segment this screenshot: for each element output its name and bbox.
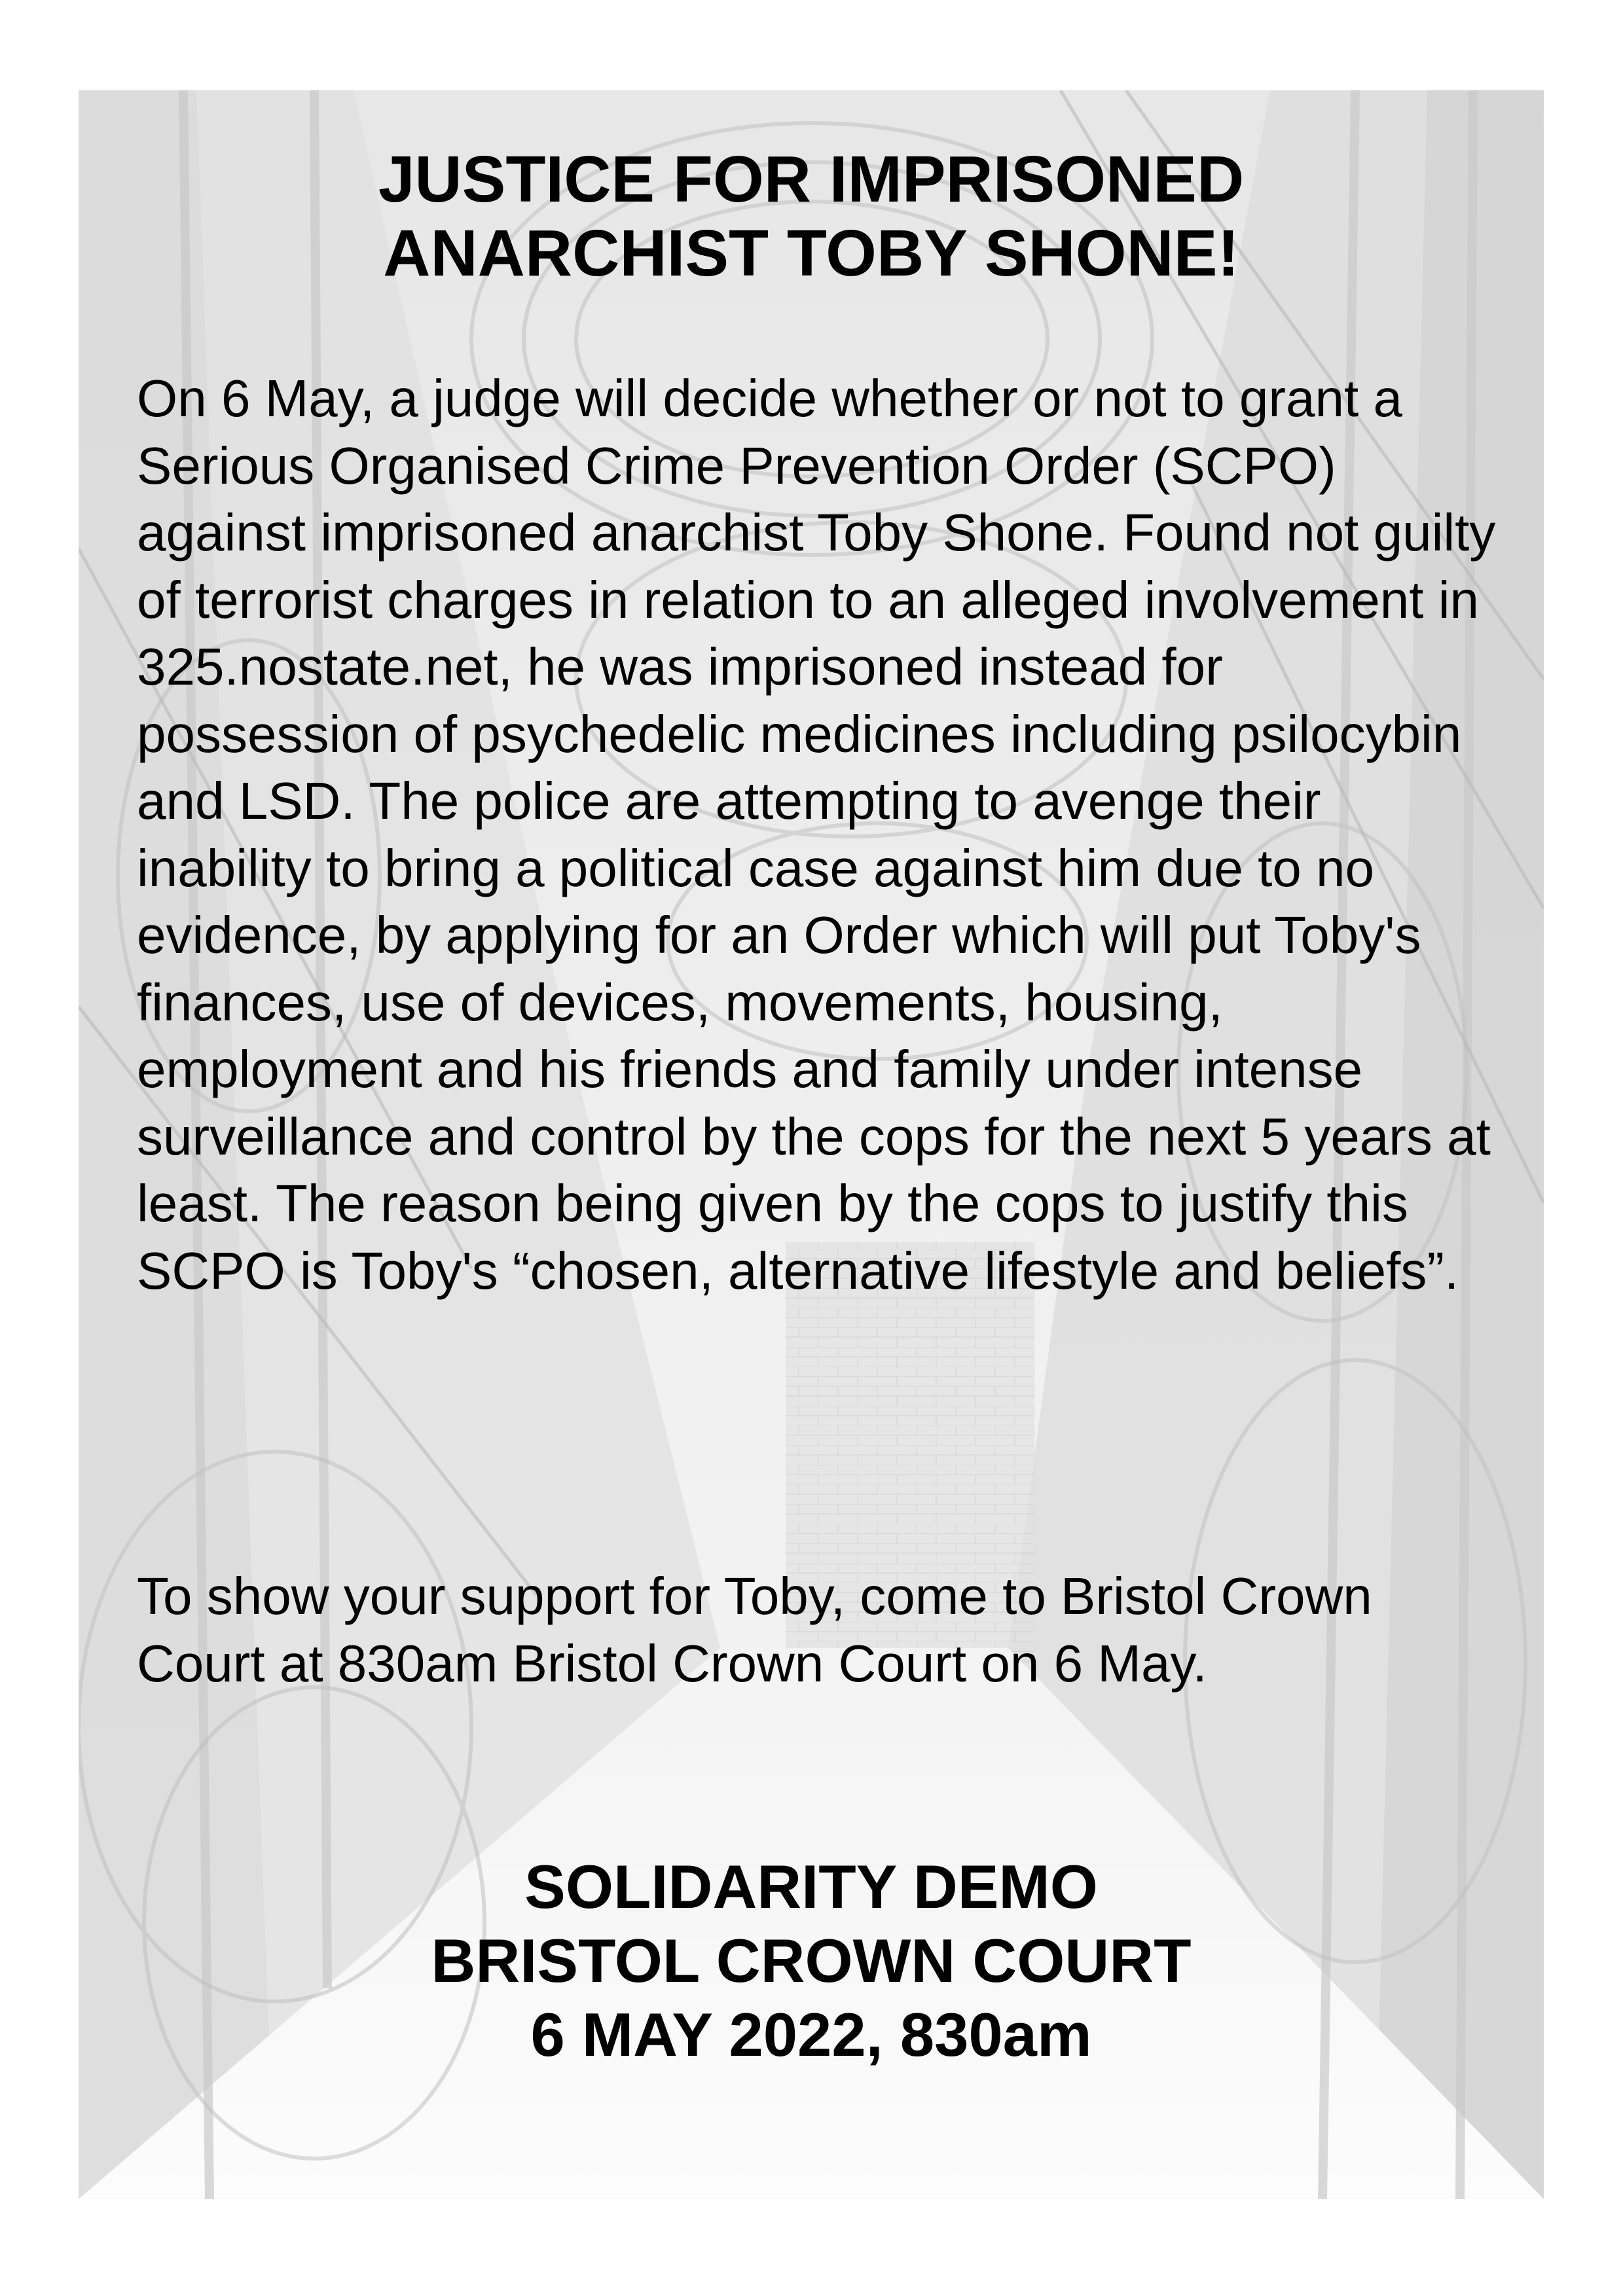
poster xyxy=(79,90,1544,2199)
footer-location: BRISTOL CROWN COURT xyxy=(431,1926,1192,1995)
headline-line-1: JUSTICE FOR IMPRISONED xyxy=(378,143,1245,216)
body-paragraph-2: To show your support for Toby, come to Bristol Crown Court at 830am Bristol Crown Court on 6 May. xyxy=(137,1567,1372,1693)
poster-content xyxy=(79,90,1544,2199)
footer-date-time: 6 MAY 2022, 830am xyxy=(530,2000,1092,2069)
body-paragraph-1: On 6 May, a judge will decide whether or not to grant a Serious Organised Crime Prevention Order (SCPO) against imprisoned anarchist Toby Shone. Found not guilty of terrorist charges in relation to an alleged involvement in 325.nostate.net, he was imprisoned instead for possession of psychedelic medicines including psilocybin and LSD. The police are attempting to avenge their inability to bring a political case against him due to no evidence, by applying for an Order which will put Toby's finances, use of devices, movements, housing, employment and his friends and family under intense surveillance and control by the cops for the next 5 years at least. The reason being given by the cops to justify this SCPO is Toby's “chosen, alternative lifestyle and beliefs”. xyxy=(137,369,1496,1300)
headline-line-2: ANARCHIST TOBY SHONE! xyxy=(383,217,1239,290)
footer-demo-title: SOLIDARITY DEMO xyxy=(524,1852,1098,1921)
